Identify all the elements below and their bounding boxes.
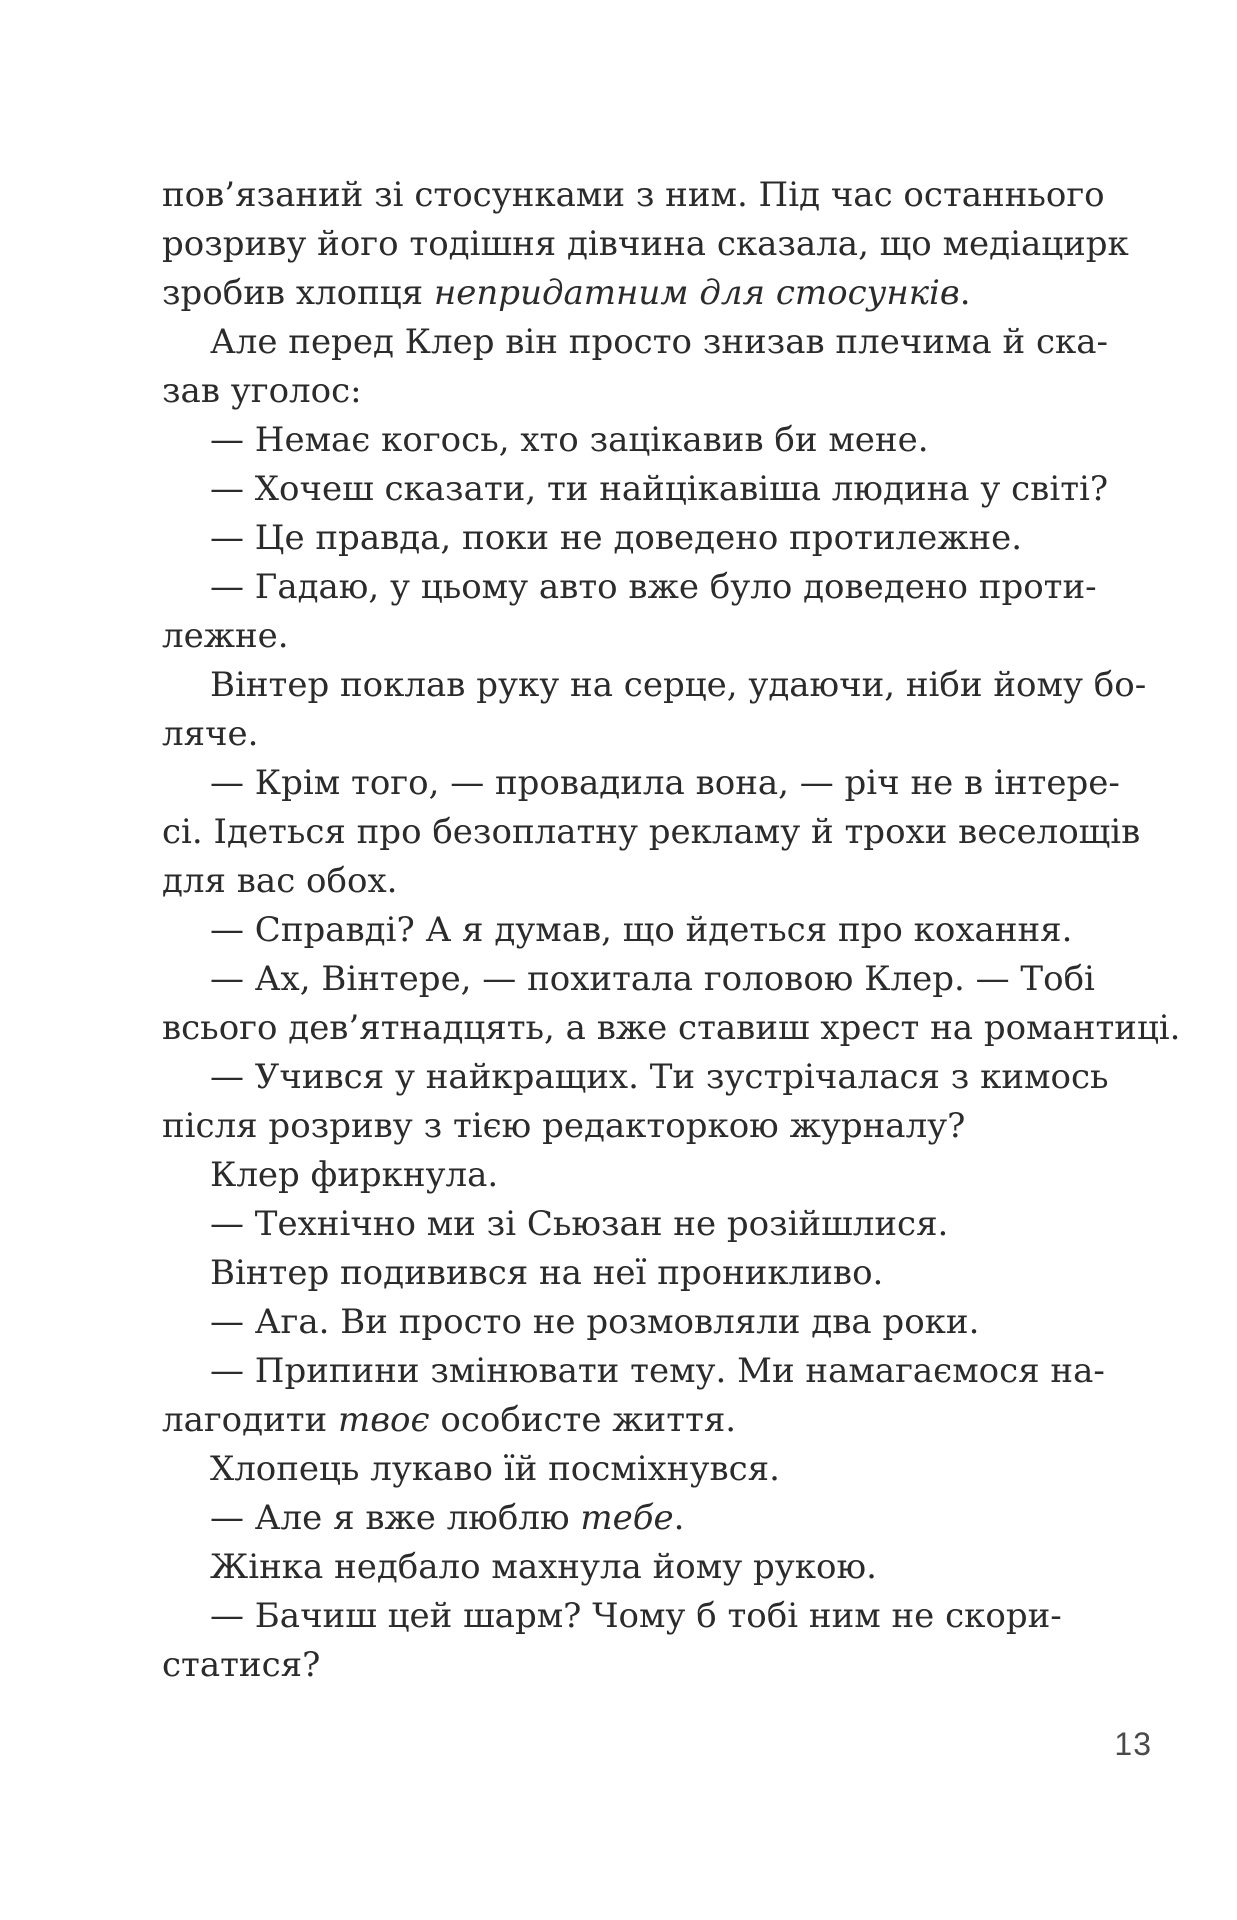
dialogue-line: — Ага. Ви просто не розмовляли два роки. [210, 1302, 980, 1342]
text-line: для вас обох. [162, 861, 398, 901]
text-line: Вінтер подивився на неї проникливо. [210, 1253, 884, 1293]
text-line: зав уголос: [162, 371, 362, 411]
text-line: всього дев’ятнадцять, а вже ставиш хрест на романтиці. [162, 1008, 1181, 1048]
italic-phrase: твоє [338, 1400, 430, 1440]
dialogue-line: — Це правда, поки не доведено протилежне. [210, 518, 1023, 558]
text-line: Жінка недбало махнула йому рукою. [210, 1547, 877, 1587]
text-line: сі. Ідеться про безоплатну рекламу й трохи веселощів [162, 812, 1141, 852]
dialogue-line: — Технічно ми зі Сьюзан не розійшлися. [210, 1204, 949, 1244]
text-line: лежне. [162, 616, 289, 656]
text-line: ляче. [162, 714, 259, 754]
body-text [162, 171, 1181, 1690]
dialogue-line: — Ах, Вінтере, — похитала головою Клер. — Тобі [210, 959, 1095, 999]
italic-phrase: тебе [580, 1498, 674, 1538]
dialogue-line: — Учився у найкращих. Ти зустрічалася з кимось [210, 1057, 1109, 1097]
italic-phrase: непридатним для стосунків [433, 273, 960, 313]
text-line: Хлопець лукаво їй посміхнувся. [210, 1449, 780, 1489]
text-line: Вінтер поклав руку на серце, удаючи, ніби йому бо- [210, 665, 1147, 705]
text-line: пов’язаний зі стосунками з ним. Під час останнього [162, 175, 1105, 215]
text-line: Але перед Клер він просто знизав плечима й ска- [210, 322, 1108, 362]
dialogue-line: — Припини змінювати тему. Ми намагаємося на- [210, 1351, 1105, 1391]
text-line: зробив хлопця непридатним для стосунків. [162, 273, 971, 313]
text-line: розриву його тодішня дівчина сказала, що медіацирк [162, 224, 1129, 264]
text-line: після розриву з тією редакторкою журналу? [162, 1106, 966, 1146]
text-line: статися? [162, 1645, 321, 1685]
dialogue-line: — Хочеш сказати, ти найцікавіша людина у світі? [210, 469, 1109, 509]
text-line: Клер фиркнула. [210, 1155, 499, 1195]
text-line: лагодити твоє особисте життя. [162, 1400, 737, 1440]
dialogue-line: — Бачиш цей шарм? Чому б тобі ним не скори- [210, 1596, 1062, 1636]
dialogue-line: — Справді? А я думав, що йдеться про кохання. [210, 910, 1073, 950]
page-number: 13 [1114, 1726, 1152, 1762]
dialogue-line: — Гадаю, у цьому авто вже було доведено проти- [210, 567, 1097, 607]
dialogue-line: — Крім того, — провадила вона, — річ не в інтере- [210, 763, 1120, 803]
dialogue-line: — Немає когось, хто зацікавив би мене. [210, 420, 929, 460]
dialogue-line: — Але я вже люблю тебе. [210, 1498, 685, 1538]
